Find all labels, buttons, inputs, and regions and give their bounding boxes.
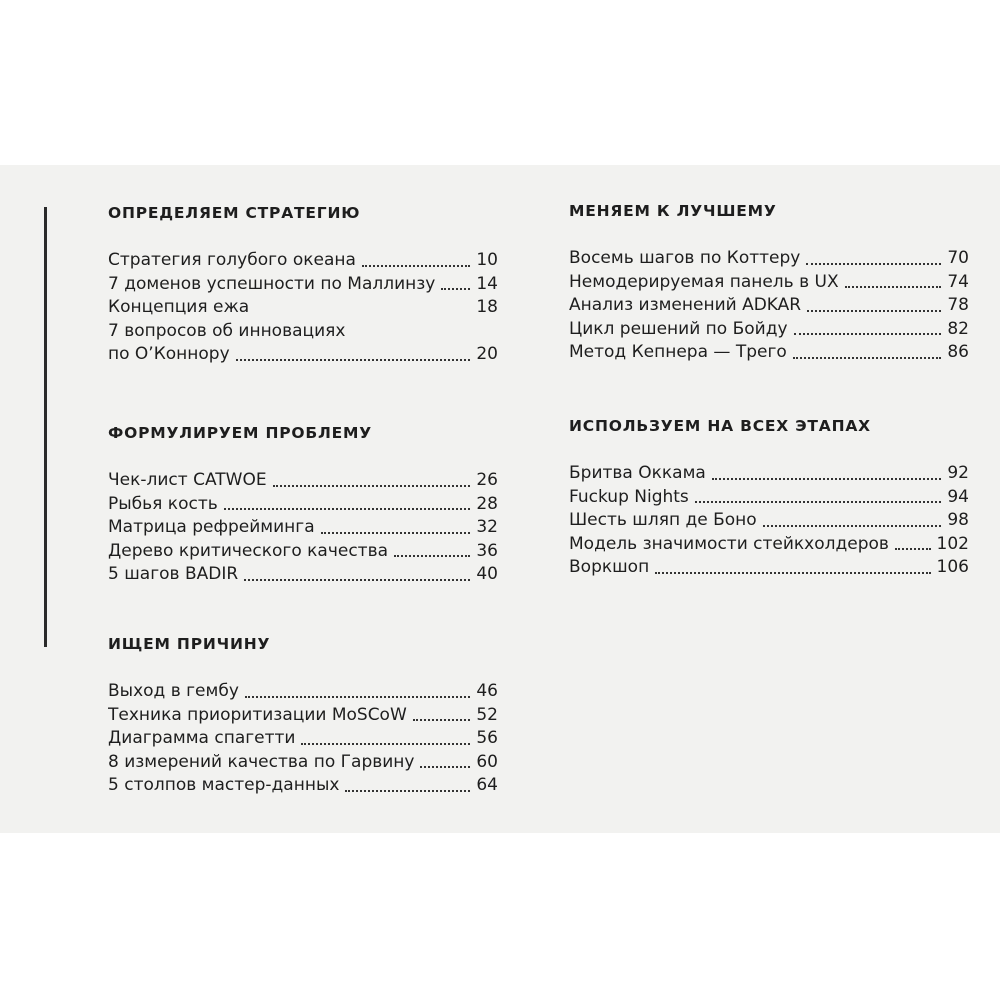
toc-entry-title: Воркшоп [569,557,650,577]
toc-entry-page: 70 [947,248,969,268]
toc-entry-title: Концепция ежа [108,297,250,317]
section-heading: ИЩЕМ ПРИЧИНУ [108,635,271,653]
toc-entry [569,271,969,295]
toc-entry-page: 60 [476,751,498,772]
leader-dots [236,359,471,361]
toc-entry-page: 74 [947,271,969,292]
toc-entry-page: 92 [947,463,969,483]
toc-entry-page: 106 [936,557,969,577]
section-heading: ФОРМУЛИРУЕМ ПРОБЛЕМУ [108,424,373,442]
toc-entry-title: Рыбья кость [108,493,218,514]
toc-entry-page: 18 [476,297,498,317]
section-heading: ОПРЕДЕЛЯЕМ СТРАТЕГИЮ [108,204,361,222]
leader-dots [345,790,470,792]
toc-entry [108,273,498,297]
toc-entry-title: Чек-лист CATWOE [108,470,267,490]
toc-entry-title: 7 доменов успешности по Маллинзу [108,273,436,294]
leader-dots [807,310,941,312]
leader-dots [845,286,942,288]
toc-entry [108,493,498,517]
toc-entry-title: 5 шагов BADIR [108,564,239,584]
toc-entry-title: Диаграмма спагетти [108,728,296,748]
toc-section-problem [108,423,498,587]
toc-entry-title: Восемь шагов по Коттеру [569,248,801,268]
leader-dots [712,478,942,480]
leader-dots [794,333,942,335]
toc-entry-page: 82 [947,318,969,339]
toc-entry [569,294,969,318]
toc-entry-page: 46 [476,681,498,701]
toc-entry-page: 56 [476,728,498,748]
toc-entry [569,247,969,271]
toc-entry-page: 32 [476,517,498,537]
toc-entry-title: 8 измерений качества по Гарвину [108,751,415,772]
leader-dots [245,696,470,698]
leader-dots [441,288,470,290]
toc-entry [569,318,969,342]
toc-entry-page: 20 [476,344,498,364]
toc-entry-title: Немодерируемая панель в UX [569,271,839,292]
toc-entry-title: Стратегия голубого океана [108,250,356,270]
toc-entry-title: Метод Кепнера — Трего [569,342,787,362]
toc-entry [108,343,498,367]
leader-dots [362,265,470,267]
leader-dots [793,357,942,359]
toc-entry [108,704,498,728]
toc-entry-page: 64 [476,775,498,795]
toc-entry-title: Анализ изменений ADKAR [569,295,802,315]
toc-entry [108,540,498,564]
leader-dots [321,532,471,534]
leader-dots [273,485,471,487]
toc-section-cause [108,634,498,798]
toc-section-all-stages [569,416,969,580]
vertical-rule [44,207,47,647]
leader-dots [895,548,931,550]
toc-entry [108,727,498,751]
toc-entry [108,751,498,775]
toc-entry-page: 28 [476,493,498,514]
toc-entry [569,462,969,486]
toc-entry-page: 36 [476,540,498,561]
toc-entry [108,563,498,587]
toc-entry-page: 94 [947,486,969,507]
toc-entry [108,249,498,273]
leader-dots [244,579,470,581]
leader-dots [763,525,942,527]
toc-entry-page: 10 [476,250,498,270]
toc-section-change [569,201,969,365]
toc-entry-page: 52 [476,704,498,725]
toc-entry-title: Техника приоритизации MoSCoW [108,704,407,725]
toc-entry [569,533,969,557]
toc-entry-page: 98 [947,510,969,530]
toc-entry [108,296,498,320]
section-heading: ИСПОЛЬЗУЕМ НА ВСЕХ ЭТАПАХ [569,417,871,435]
toc-entry-title: по О’Коннору [108,344,230,364]
leader-dots [655,572,930,574]
toc-entry-title: Шесть шляп де Боно [569,510,757,530]
toc-entry-page: 14 [476,273,498,294]
toc-entry-title: Матрица рефрейминга [108,517,315,537]
toc-entry-title: Бритва Оккама [569,463,706,483]
toc-entry-page: 102 [936,533,969,554]
toc-entry-title: Дерево критического качества [108,540,389,561]
toc-entry-page: 86 [947,342,969,362]
leader-dots [695,501,942,503]
toc-entry [569,556,969,580]
toc-entry-title-line1: 7 вопросов об инновациях [108,320,346,341]
toc-entry-title: 5 столпов мастер-данных [108,775,340,795]
toc-entry [569,341,969,365]
toc-entry-page: 78 [947,295,969,315]
leader-dots [806,263,941,265]
toc-entry-title: Цикл решений по Бойду [569,318,788,339]
toc-entry [108,516,498,540]
toc-entry [108,680,498,704]
section-heading: МЕНЯЕМ К ЛУЧШЕМУ [569,202,777,220]
toc-entry [108,774,498,798]
toc-entry-title: Выход в гембу [108,681,239,701]
leader-dots [301,743,470,745]
toc-entry-page: 40 [476,564,498,584]
toc-entry-page: 26 [476,470,498,490]
leader-dots [394,555,470,557]
toc-section-strategy [108,203,498,367]
leader-dots [420,766,470,768]
toc-entry [569,509,969,533]
toc-entry-title: Fuckup Nights [569,486,689,507]
toc-entry [108,469,498,493]
toc-entry-title: Модель значимости стейкхолдеров [569,533,889,554]
leader-dots [224,508,471,510]
toc-entry [569,486,969,510]
leader-dots [413,719,471,721]
